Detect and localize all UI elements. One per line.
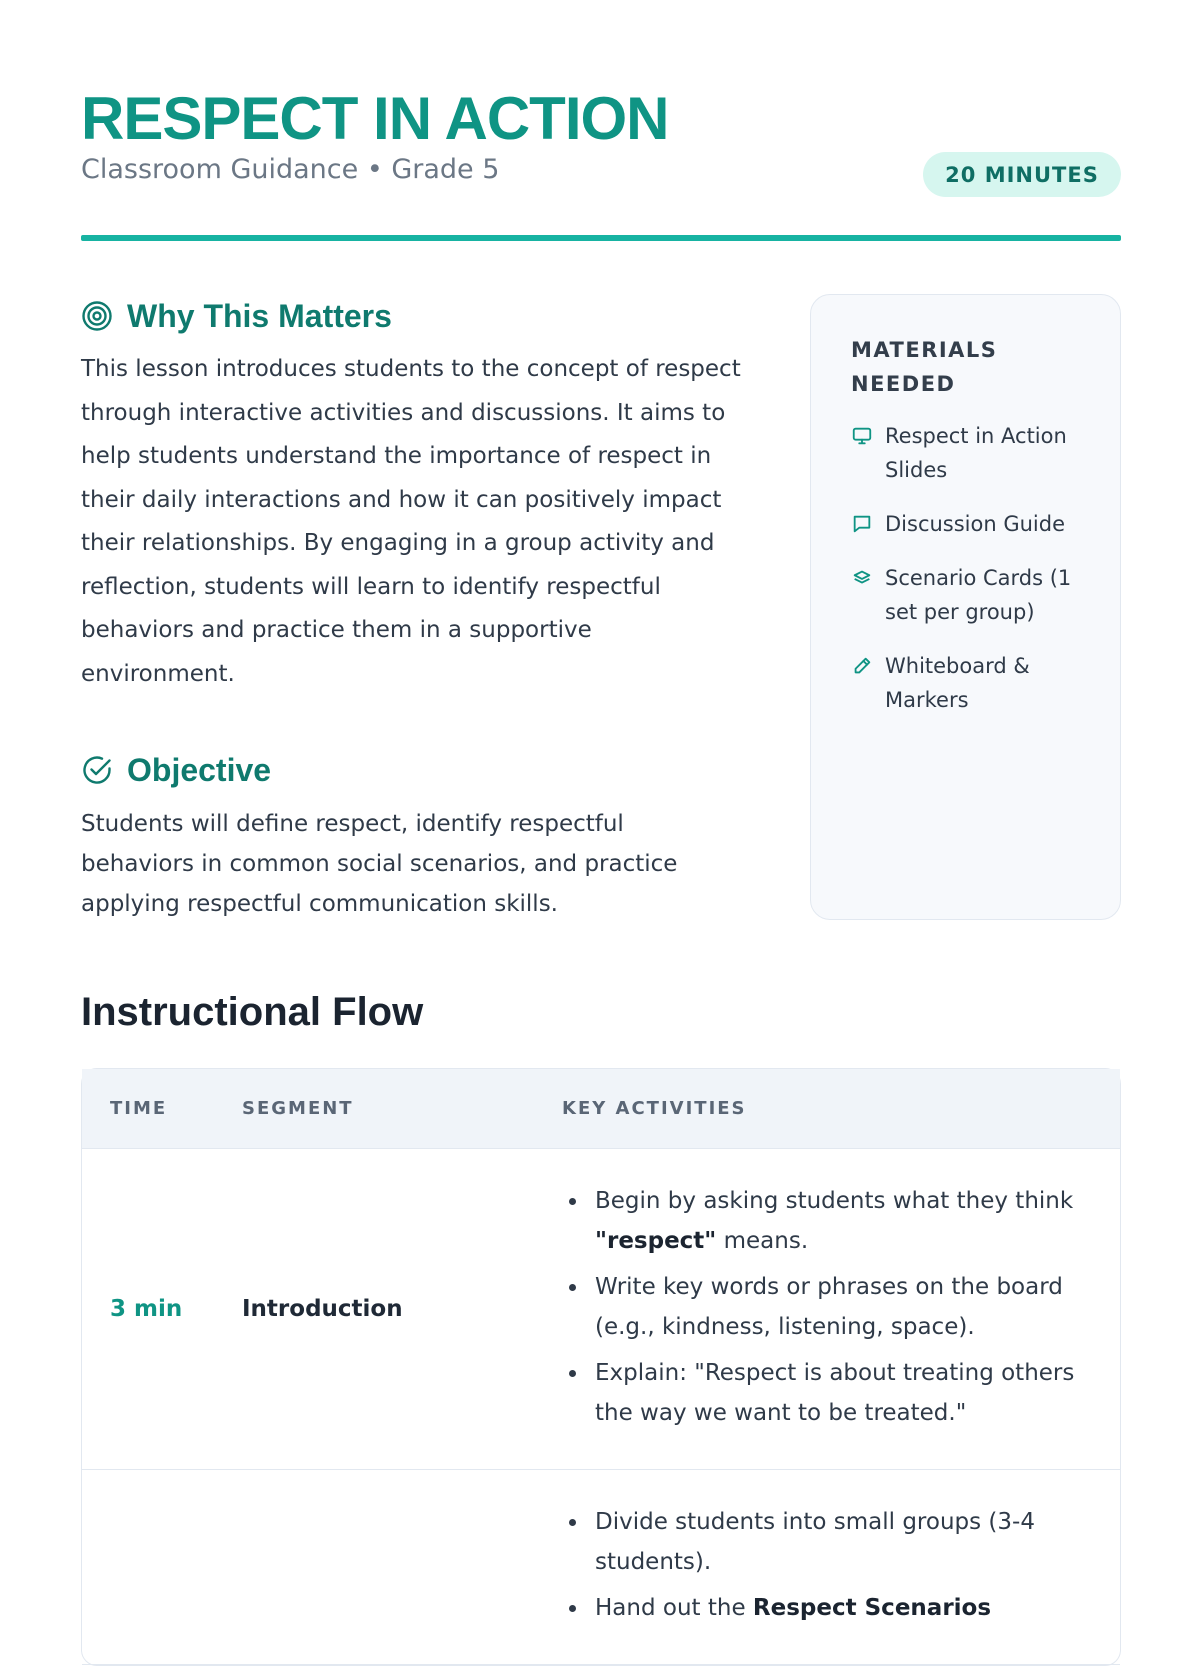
activity-item: Begin by asking students what they think "respect" means. bbox=[562, 1181, 1090, 1261]
activity-item: Hand out the Respect Scenarios bbox=[562, 1588, 1090, 1628]
why-section-title: Why This Matters bbox=[127, 297, 392, 334]
material-label: Scenario Cards (1 set per group) bbox=[885, 566, 1072, 624]
objective-section-title: Objective bbox=[127, 751, 272, 788]
table-header bbox=[82, 1069, 1120, 1149]
lesson-overview bbox=[81, 294, 741, 924]
activity-item: Write key words or phrases on the board (e.g., kindness, listening, space). bbox=[562, 1267, 1090, 1347]
activity-item: Divide students into small groups (3-4 students). bbox=[562, 1502, 1090, 1582]
row-activities bbox=[562, 1149, 1120, 1469]
check-circle-icon bbox=[81, 754, 113, 786]
material-item bbox=[851, 419, 1090, 487]
materials-list bbox=[851, 419, 1090, 717]
row-time: 3 min bbox=[110, 1296, 183, 1322]
row-segment: Introduction bbox=[242, 1296, 403, 1322]
materials-panel bbox=[810, 294, 1121, 920]
why-section-header bbox=[81, 294, 741, 338]
material-label: Whiteboard & Markers bbox=[885, 654, 1030, 712]
objective-section-header bbox=[81, 748, 741, 792]
materials-title: MATERIALS NEEDED bbox=[851, 338, 998, 396]
material-item bbox=[851, 507, 1090, 541]
row-activities bbox=[562, 1470, 1120, 1664]
target-icon bbox=[81, 300, 113, 332]
material-label: Respect in Action Slides bbox=[885, 424, 1067, 482]
monitor-icon bbox=[851, 425, 873, 447]
page-subtitle: Classroom Guidance • Grade 5 bbox=[81, 154, 500, 185]
material-label: Discussion Guide bbox=[885, 512, 1066, 536]
material-item bbox=[851, 561, 1090, 629]
why-section-text: This lesson introduces students to the concept of respect through interactive activities and discussions. It aims to help students understand the importance of respect in their daily interactions and how it can positively impact their relationships. By engaging in a group activity and reflection, students will learn to identify respectful behaviors and practice them in a supportive environment. bbox=[81, 356, 741, 687]
column-header-activities: KEY ACTIVITIES bbox=[562, 1098, 747, 1119]
material-item bbox=[851, 649, 1090, 717]
table-row bbox=[82, 1470, 1120, 1665]
header-divider bbox=[81, 235, 1121, 241]
instructional-flow-title: Instructional Flow bbox=[81, 990, 424, 1034]
layers-icon bbox=[851, 567, 873, 589]
chat-bubble-icon bbox=[851, 513, 873, 535]
page-title: RESPECT IN ACTION bbox=[81, 85, 669, 152]
column-header-time: TIME bbox=[110, 1098, 168, 1119]
instructional-flow-table bbox=[81, 1068, 1121, 1666]
pencil-icon bbox=[851, 655, 873, 677]
duration-badge: 20 MINUTES bbox=[923, 152, 1121, 197]
table-row bbox=[82, 1149, 1120, 1470]
objective-section-text: Students will define respect, identify respectful behaviors in common social scenarios, and practice applying respectful communication skills. bbox=[81, 811, 678, 917]
column-header-segment: SEGMENT bbox=[242, 1098, 354, 1119]
activity-item: Explain: "Respect is about treating others the way we want to be treated." bbox=[562, 1353, 1090, 1433]
